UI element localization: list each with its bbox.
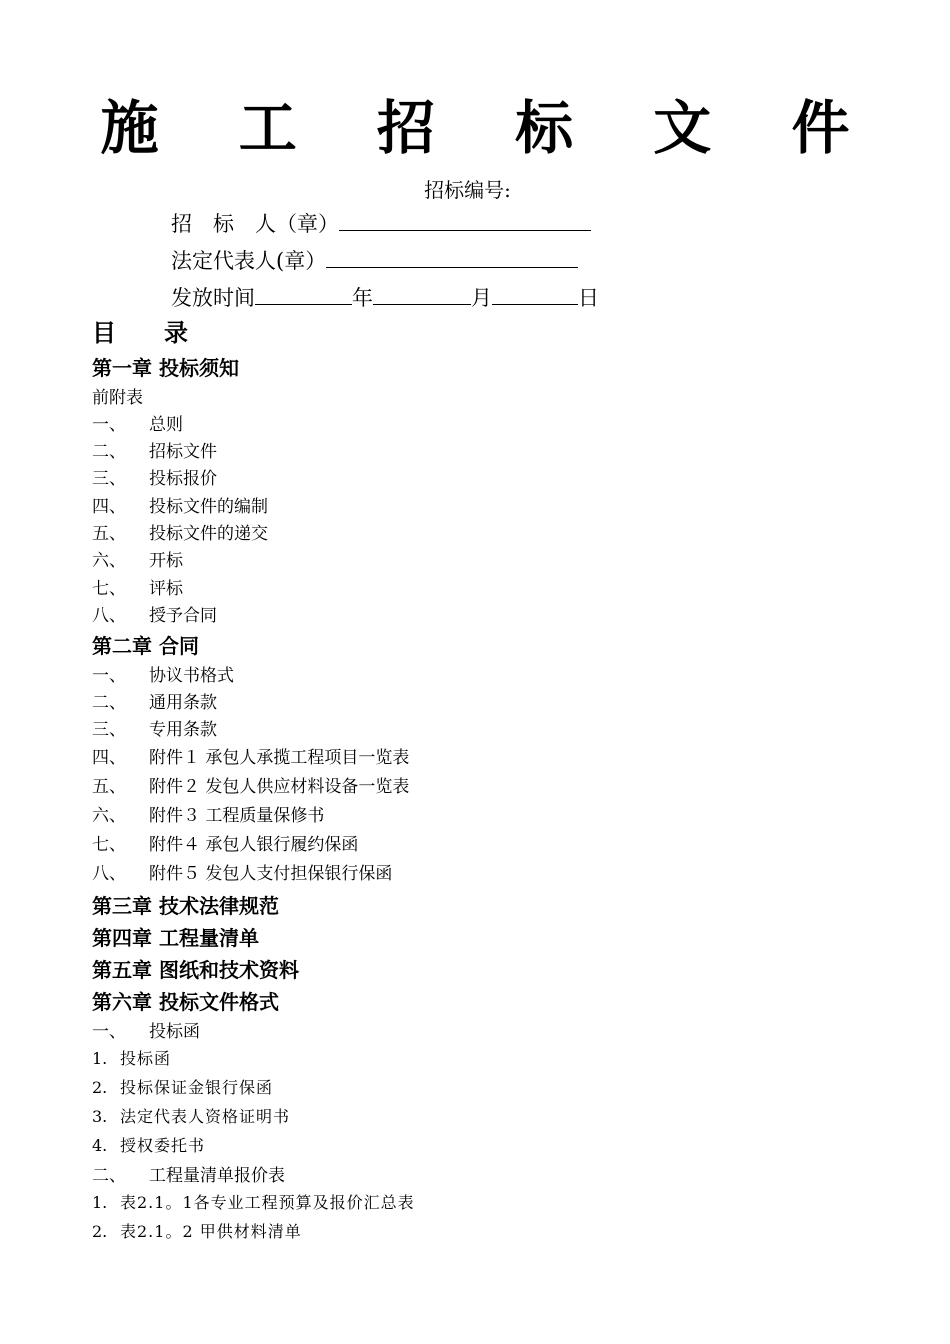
issue-time-line bbox=[171, 282, 599, 313]
toc-heading: 目 录 bbox=[92, 319, 188, 347]
list-item: 二、 招标文件 bbox=[92, 442, 217, 462]
tenderer-label: 招 标 人（章） bbox=[171, 212, 339, 236]
ch1-preface: 前附表 bbox=[92, 388, 143, 408]
month-label: 月 bbox=[471, 286, 492, 310]
chapter-6-heading: 第六章 投标文件格式 bbox=[92, 990, 279, 1014]
list-item: 三、 投标报价 bbox=[92, 469, 217, 489]
list-item: 3. 法定代表人资格证明书 bbox=[92, 1107, 291, 1126]
year-label: 年 bbox=[352, 286, 373, 310]
chapter-5-heading: 第五章 图纸和技术资料 bbox=[92, 958, 299, 982]
list-item: 1. 投标函 bbox=[92, 1049, 172, 1068]
list-item: 一、 协议书格式 bbox=[92, 666, 234, 686]
list-item: 五、 投标文件的递交 bbox=[92, 524, 268, 544]
list-item: 一、 总则 bbox=[92, 415, 183, 435]
list-item: 1. 表2.1。1各专业工程预算及报价汇总表 bbox=[92, 1193, 415, 1212]
chapter-4-heading: 第四章 工程量清单 bbox=[92, 926, 259, 950]
ch6-section-2: 二、 工程量清单报价表 bbox=[92, 1166, 285, 1186]
list-item: 二、 通用条款 bbox=[92, 693, 217, 713]
chapter-2-heading: 第二章 合同 bbox=[92, 634, 199, 658]
bid-number-label: 招标编号: bbox=[424, 178, 511, 202]
list-item: 4. 授权委托书 bbox=[92, 1136, 206, 1155]
list-item: 四、 附件１ 承包人承揽工程项目一览表 bbox=[92, 748, 410, 768]
list-item: 七、 附件４ 承包人银行履约保函 bbox=[92, 835, 359, 855]
document-title: 施 工 招 标 文 件 bbox=[100, 94, 880, 162]
list-item: 六、 附件３ 工程质量保修书 bbox=[92, 806, 325, 826]
day-blank bbox=[492, 282, 578, 305]
chapter-1-heading: 第一章 投标须知 bbox=[92, 356, 239, 380]
ch6-section-1: 一、 投标函 bbox=[92, 1022, 200, 1042]
issue-time-label: 发放时间 bbox=[171, 286, 255, 310]
day-label: 日 bbox=[578, 286, 599, 310]
list-item: 六、 开标 bbox=[92, 551, 183, 571]
list-item: 三、 专用条款 bbox=[92, 720, 217, 740]
legal-rep-label: 法定代表人(章） bbox=[171, 249, 327, 273]
list-item: 五、 附件２ 发包人供应材料设备一览表 bbox=[92, 777, 410, 797]
year-blank bbox=[255, 282, 352, 305]
tenderer-signature-line bbox=[171, 208, 591, 239]
list-item: 七、 评标 bbox=[92, 579, 183, 599]
list-item: 2. 投标保证金银行保函 bbox=[92, 1078, 274, 1097]
legal-rep-signature-line bbox=[171, 245, 578, 276]
tenderer-blank bbox=[339, 208, 591, 231]
list-item: 八、 授予合同 bbox=[92, 606, 217, 626]
chapter-3-heading: 第三章 技术法律规范 bbox=[92, 894, 279, 918]
month-blank bbox=[373, 282, 471, 305]
legal-rep-blank bbox=[326, 245, 578, 268]
list-item: 四、 投标文件的编制 bbox=[92, 497, 268, 517]
list-item: 八、 附件５ 发包人支付担保银行保函 bbox=[92, 864, 393, 884]
list-item: 2. 表2.1。2 甲供材料清单 bbox=[92, 1222, 302, 1241]
